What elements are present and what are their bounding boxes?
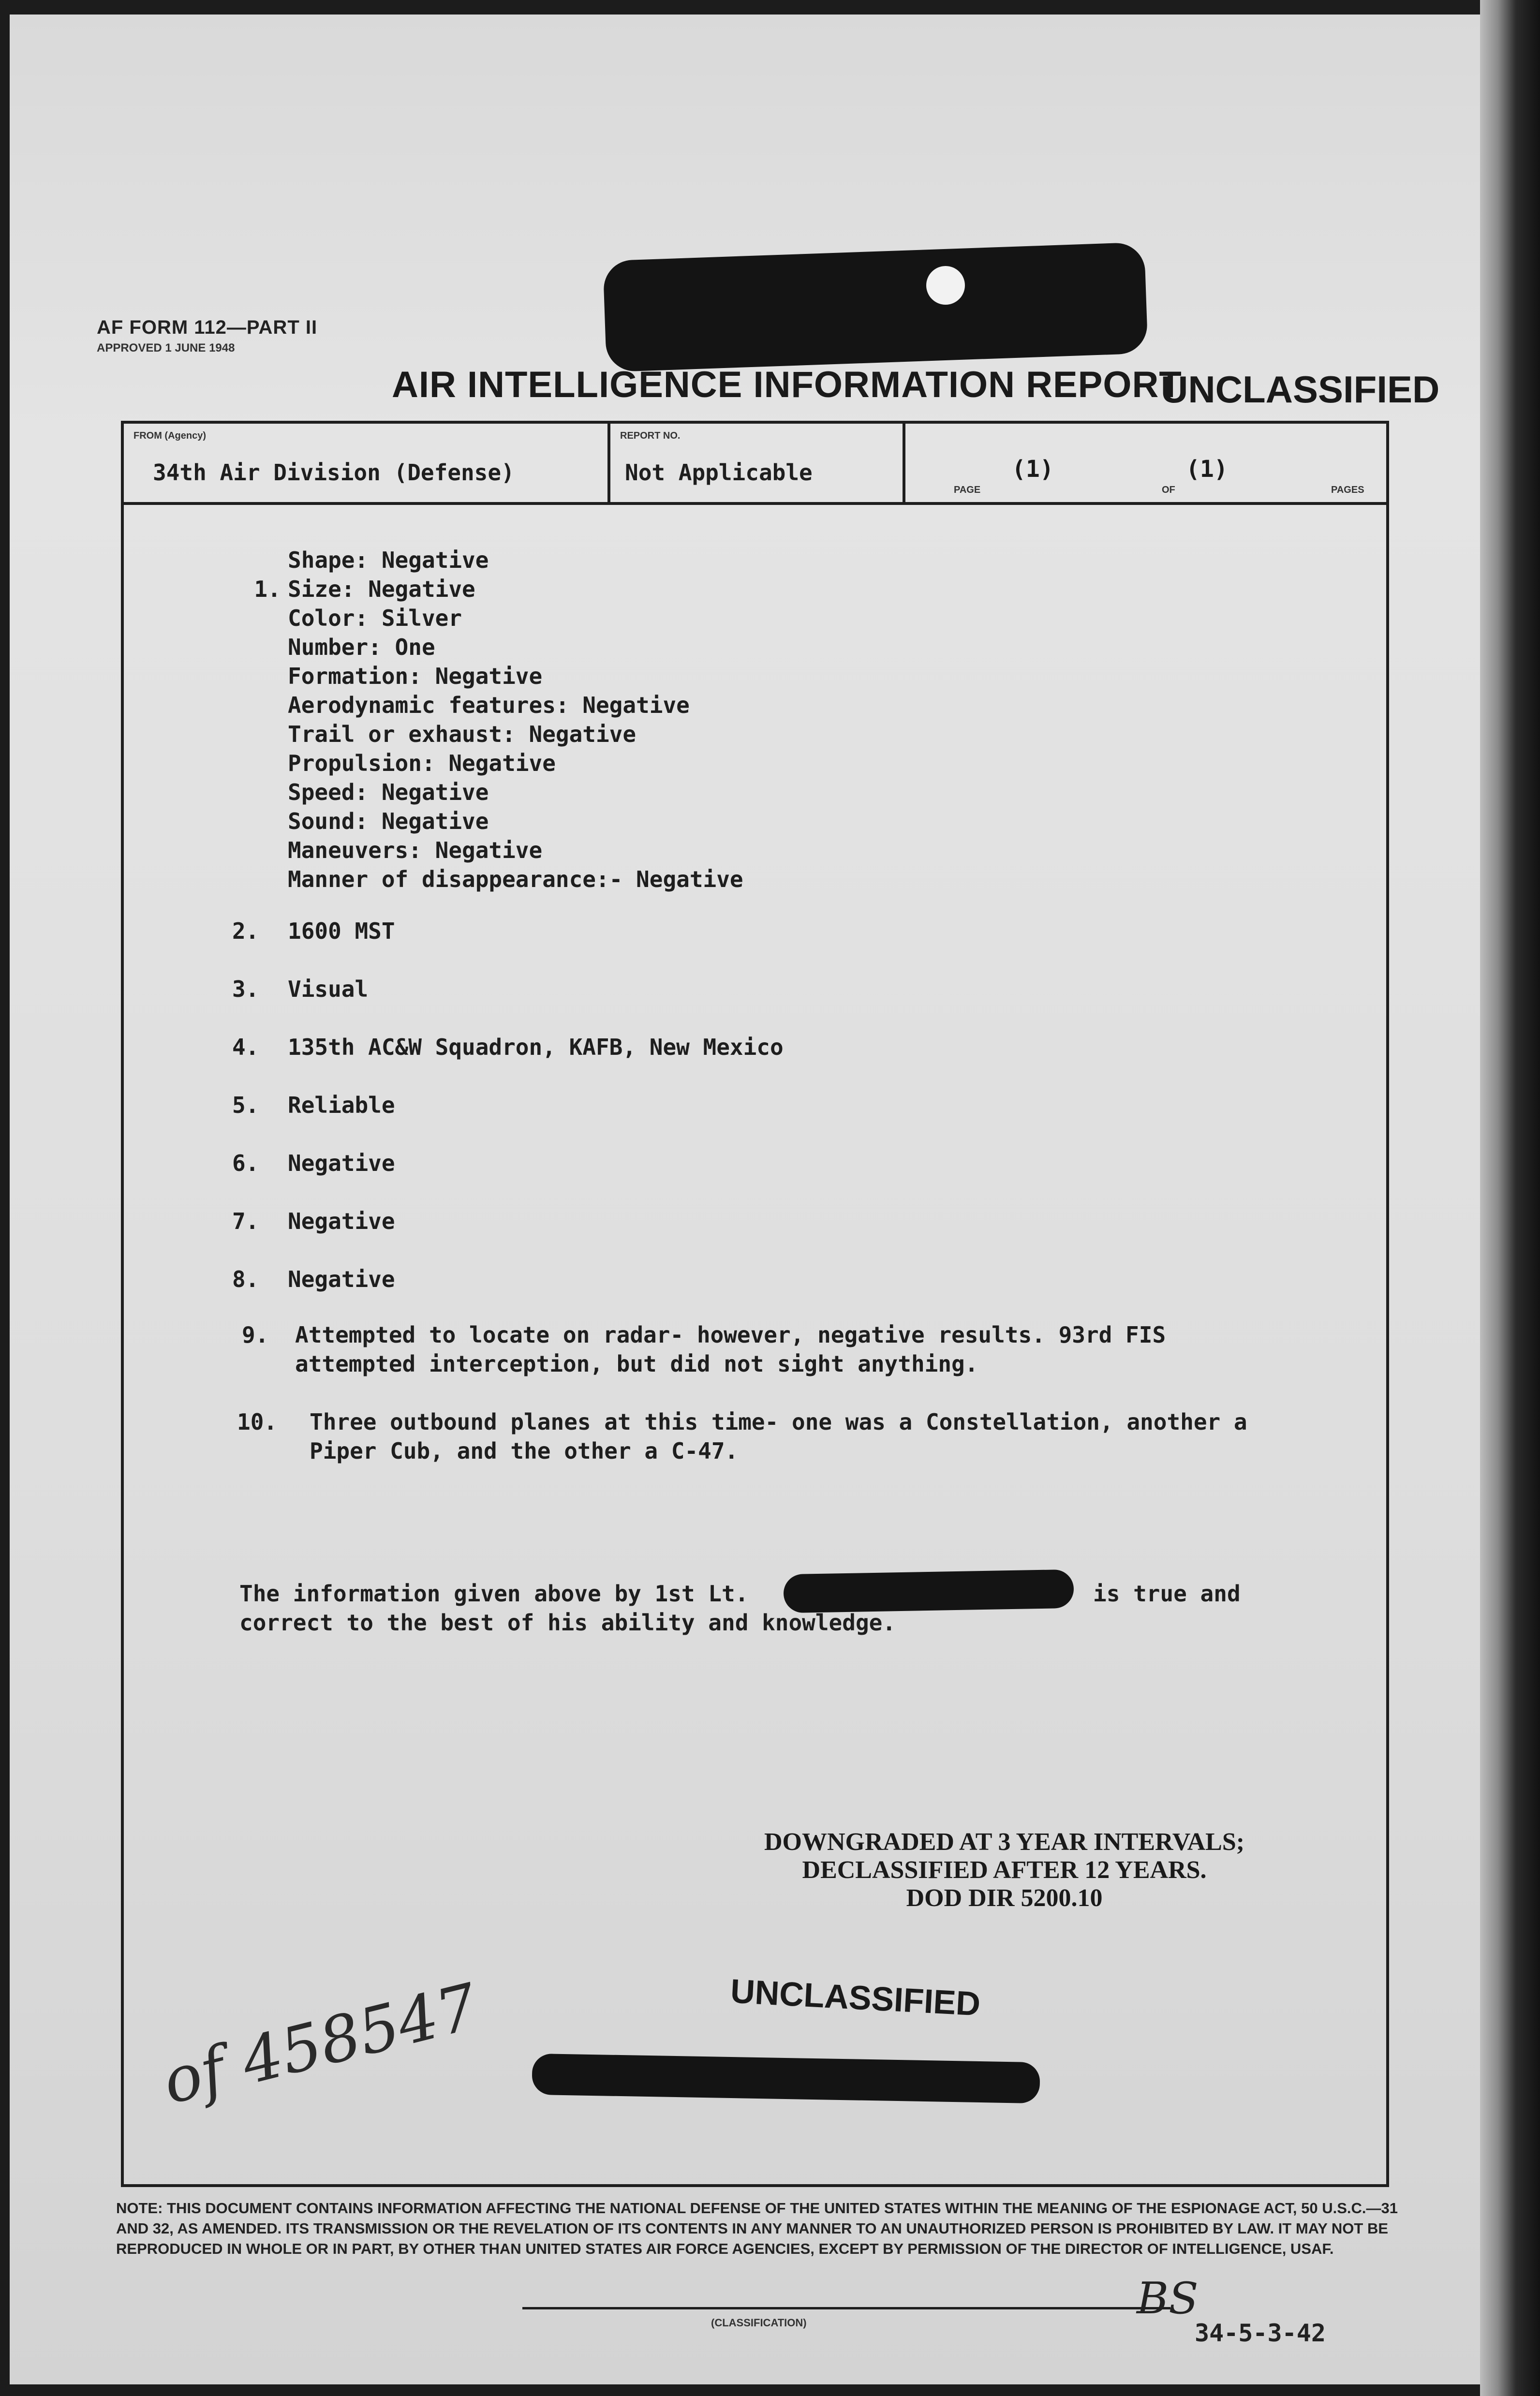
item-9 <box>242 1320 268 1349</box>
report-no-label: REPORT NO. <box>620 430 681 441</box>
handwritten-reference: of 458547 <box>155 1969 485 2119</box>
item-3-text: Visual <box>288 976 369 1002</box>
stamp-line-1: DOWNGRADED AT 3 YEAR INTERVALS; <box>764 1828 1245 1856</box>
redaction-name <box>783 1569 1074 1613</box>
classification-rule <box>522 2307 1170 2309</box>
report-title: AIR INTELLIGENCE INFORMATION REPORT <box>392 364 1182 405</box>
item-number: 10. <box>237 1409 278 1435</box>
from-value: 34th Air Division (Defense) <box>153 459 515 486</box>
punch-hole <box>926 266 965 305</box>
line-maneuvers: Maneuvers: Negative <box>288 837 543 863</box>
item-9-line-2: attempted interception, but did not sight anything. <box>295 1351 978 1377</box>
report-no-value: Not Applicable <box>625 459 813 486</box>
line-formation: Formation: Negative <box>288 663 543 689</box>
item-number: 1. <box>254 576 281 602</box>
stamp-line-2: DECLASSIFIED AFTER 12 YEARS. <box>802 1856 1207 1884</box>
closing-line-2: correct to the best of his ability and knowledge. <box>239 1610 896 1636</box>
report-no-cell <box>610 424 905 502</box>
line-aerodynamic: Aerodynamic features: Negative <box>288 692 690 718</box>
item-3 <box>232 975 259 1004</box>
item-2 <box>232 917 259 946</box>
item-4 <box>232 1033 259 1062</box>
item-number: 8. <box>232 1266 259 1292</box>
item-8-text: Negative <box>288 1266 395 1292</box>
item-number: 9. <box>242 1322 269 1348</box>
line-size: Size: Negative <box>288 576 475 602</box>
line-propulsion: Propulsion: Negative <box>288 750 556 776</box>
item-7 <box>232 1207 259 1236</box>
of-label: OF <box>1162 485 1175 495</box>
form-id: AF FORM 112—PART II <box>97 317 318 338</box>
item-8 <box>232 1265 259 1294</box>
declassification-stamp <box>764 1828 1244 1912</box>
item-1-lines <box>288 546 743 894</box>
line-number: Number: One <box>288 634 435 660</box>
item-number: 2. <box>232 918 259 944</box>
classification-label: (CLASSIFICATION) <box>711 2317 807 2329</box>
item-number: 3. <box>232 976 259 1002</box>
item-10-line-2: Piper Cub, and the other a C-47. <box>310 1438 739 1464</box>
item-7-text: Negative <box>288 1208 395 1234</box>
line-speed: Speed: Negative <box>288 779 489 805</box>
redaction-top <box>603 242 1148 372</box>
header-row <box>124 424 1386 505</box>
file-number: 34-5-3-42 <box>1195 2319 1326 2347</box>
handwritten-initials: BS <box>1137 2273 1199 2324</box>
pages-label: PAGES <box>1331 485 1364 495</box>
item-number: 6. <box>232 1150 259 1176</box>
page-label: PAGE <box>954 485 981 495</box>
item-5-text: Reliable <box>288 1092 395 1118</box>
line-shape: Shape: Negative <box>288 547 489 573</box>
line-disappearance: Manner of disappearance:- Negative <box>288 866 743 892</box>
item-6 <box>232 1149 259 1178</box>
closing-line-1b: is true and <box>1093 1581 1241 1607</box>
scan-edge <box>1480 0 1540 2396</box>
line-sound: Sound: Negative <box>288 808 489 834</box>
item-10 <box>237 1407 277 1436</box>
classification-top: UNCLASSIFIED <box>1161 368 1440 411</box>
form-approved-date: APPROVED 1 JUNE 1948 <box>97 341 235 355</box>
page-value: (1) <box>1012 456 1054 483</box>
item-1 <box>227 546 281 604</box>
item-number: 7. <box>232 1208 259 1234</box>
item-4-text: 135th AC&W Squadron, KAFB, New Mexico <box>288 1034 784 1060</box>
item-6-text: Negative <box>288 1150 395 1176</box>
from-cell <box>124 424 610 502</box>
from-label: FROM (Agency) <box>133 430 206 441</box>
security-note: NOTE: THIS DOCUMENT CONTAINS INFORMATION AFFECTING THE NATIONAL DEFENSE OF THE UNITED STATES WITHIN THE MEANING OF THE ESPIONAGE ACT, 50 U.S.C.—31 AND 32, AS AMENDED. ITS TRANSMISSION OR THE REVELATION OF ITS CONTENTS IN ANY MANNER TO AN UNAUTHORIZED PERSON IS PROHIBITED BY LAW. IT MAY NOT BE REPRODUCED IN WHOLE OR IN PART, BY OTHER THAN UNITED STATES AIR FORCE AGENCIES, EXCEPT BY PERMISSION OF THE DIRECTOR OF INTELLIGENCE, USAF. <box>116 2200 1398 2257</box>
line-color: Color: Silver <box>288 605 462 631</box>
stamp-line-3: DOD DIR 5200.10 <box>906 1884 1103 1912</box>
item-5 <box>232 1091 259 1120</box>
page-cell <box>905 424 1386 502</box>
classification-bottom: UNCLASSIFIED <box>729 1972 981 2023</box>
item-2-text: 1600 MST <box>288 918 395 944</box>
item-number: 4. <box>232 1034 259 1060</box>
item-9-line-1: Attempted to locate on radar- however, negative results. 93rd FIS <box>295 1322 1166 1348</box>
item-number: 5. <box>232 1092 259 1118</box>
item-10-line-1: Three outbound planes at this time- one was a Constellation, another a <box>310 1409 1247 1435</box>
closing-line-1a: The information given above by 1st Lt. <box>239 1581 749 1607</box>
line-trail: Trail or exhaust: Negative <box>288 721 637 747</box>
of-value: (1) <box>1186 456 1228 483</box>
